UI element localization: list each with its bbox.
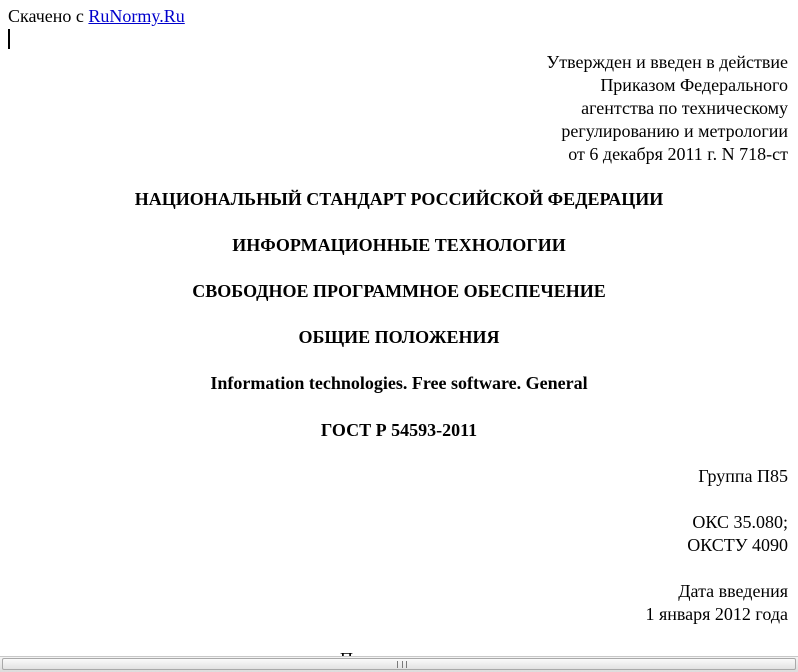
source-link[interactable]: RuNormy.Ru: [88, 6, 185, 26]
title-line-2: СВОБОДНОЕ ПРОГРАММНОЕ ОБЕСПЕЧЕНИЕ: [192, 281, 606, 301]
gost-number: ГОСТ Р 54593-2011: [320, 420, 478, 440]
oks-code: ОКС 35.080;: [692, 512, 788, 532]
standard-type-heading: НАЦИОНАЛЬНЫЙ СТАНДАРТ РОССИЙСКОЙ ФЕДЕРАЦИИ: [134, 189, 664, 209]
title-line-1: ИНФОРМАЦИОННЫЕ ТЕХНОЛОГИИ: [232, 235, 566, 255]
scrollbar-thumb[interactable]: [2, 658, 796, 670]
approval-line: от 6 декабря 2011 г. N 718-ст: [568, 144, 788, 164]
english-title: Information technologies. Free software. General: [210, 373, 588, 393]
group-code: Группа П85: [698, 466, 788, 486]
approval-block: [546, 51, 788, 166]
okstu-code: ОКСТУ 4090: [687, 535, 788, 555]
grip-icon: [397, 661, 407, 668]
text-cursor: [8, 29, 10, 49]
approval-line: регулированию и метрологии: [561, 121, 788, 141]
introduction-date-block: [645, 580, 788, 626]
classification-codes: [687, 511, 788, 557]
introduction-date-value: 1 января 2012 года: [645, 604, 788, 624]
approval-line: агентства по техническому: [581, 98, 788, 118]
source-line: [8, 5, 185, 27]
approval-line: Приказом Федерального: [600, 75, 788, 95]
title-line-3: ОБЩИЕ ПОЛОЖЕНИЯ: [298, 327, 500, 347]
introduction-date-label: Дата введения: [678, 581, 788, 601]
approval-line: Утвержден и введен в действие: [546, 52, 788, 72]
source-prefix: Скачено с: [8, 6, 84, 26]
horizontal-scrollbar[interactable]: [0, 656, 798, 672]
